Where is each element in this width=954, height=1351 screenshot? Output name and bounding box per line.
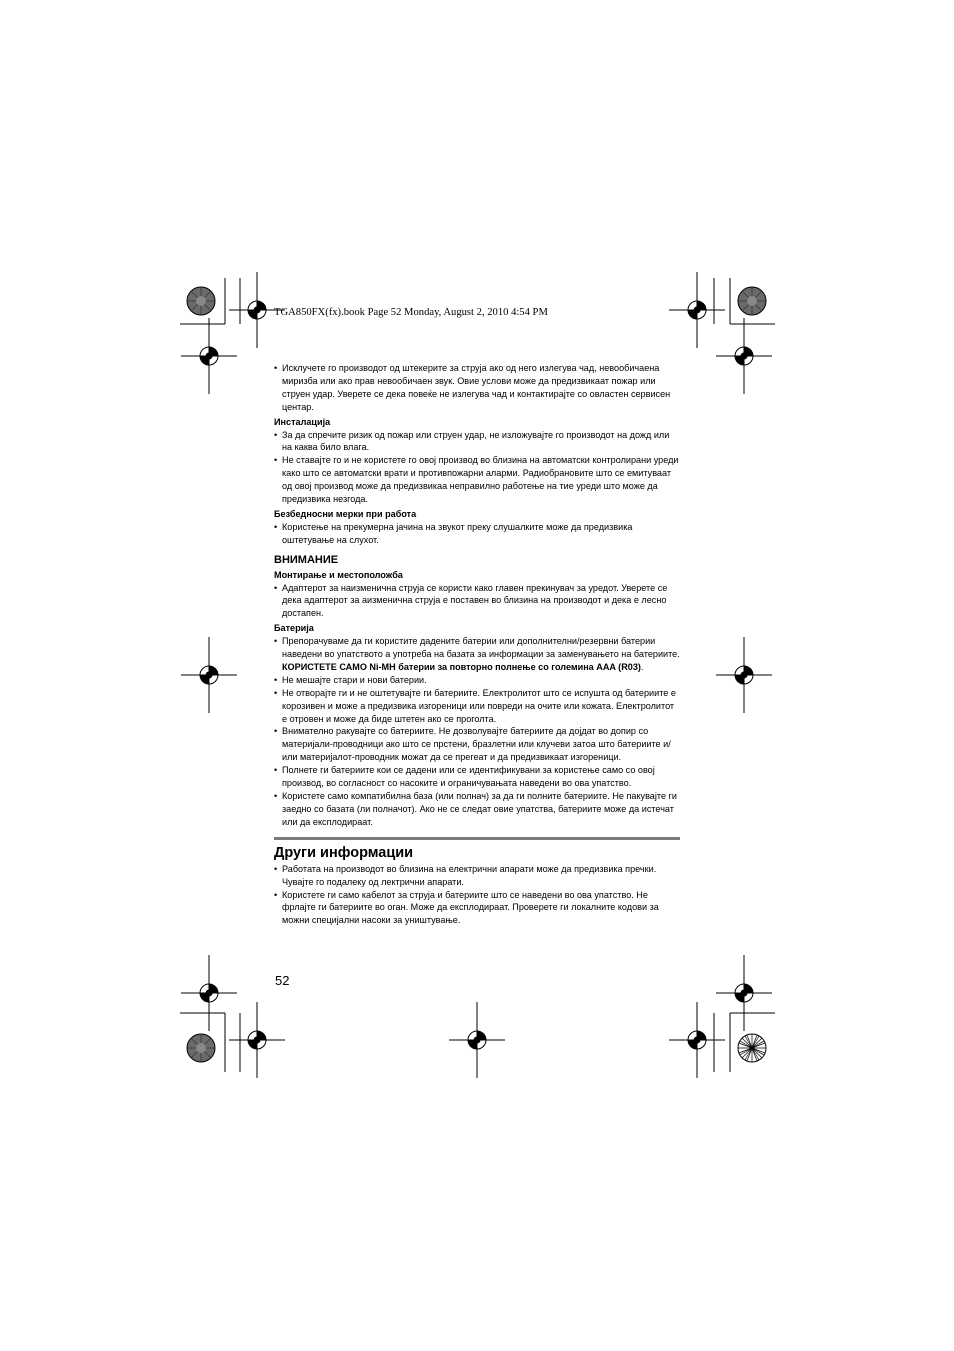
bullet-emphasis: КОРИСТЕТЕ САМО Ni-MH батерии за повторно полнење со големина AAA (R03) <box>282 661 641 672</box>
installation-heading: Инсталација <box>274 416 331 427</box>
bullet-text: Адаптерот за наизменична струја се користи како главен прекинувач за уредот. Уверете се дека адаптерот за аизменична струја е поставен во близина на производот и дека е лесно достапен. <box>282 582 668 619</box>
bullet-icon: • <box>274 521 278 532</box>
page-number: 52 <box>275 973 290 988</box>
list-item <box>274 889 680 928</box>
mounting-heading: Монтирање и местоположба <box>274 569 403 580</box>
bullet-text: Полнете ги батериите кои се дадени или се идентификувани за користење само со овој производ, во согласност со насоките и ограничувањата наведени во ова упатство. <box>282 765 655 789</box>
book-header: TGA850FX(fx).book Page 52 Monday, August 2, 2010 4:54 PM <box>274 307 548 318</box>
safety-heading: Безбедносни мерки при работа <box>274 508 417 519</box>
bullet-icon: • <box>274 889 278 900</box>
bullet-text: Користете само компатибилна база (или полнач) за да ги полните батериите. Не пакувајте ги заедно со базата (ли полначот). Ако не се следат овие упатства, батериите може да истечат или да експлодираат. <box>282 791 677 827</box>
list-item <box>274 764 680 790</box>
list-item <box>274 521 680 547</box>
bullet-text: Не мешајте стари и нови батерии. <box>282 674 427 685</box>
bullet-icon: • <box>274 765 278 776</box>
caution-heading: ВНИМАНИЕ <box>274 553 339 566</box>
list-item <box>274 863 680 889</box>
bullet-icon: • <box>274 636 278 647</box>
bullet-text: За да спречите ризик од пожар или струен удар, не изложувајте го производот на дожд или на каква било влага. <box>282 429 670 453</box>
list-item <box>274 582 680 621</box>
list-item <box>274 725 680 764</box>
bullet-icon: • <box>274 726 278 737</box>
bullet-text: Користење на прекумерна јачина на звукот преку слушалките може да предизвика оштетување на слухот. <box>282 521 633 545</box>
section-divider <box>274 837 680 840</box>
battery-heading: Батерија <box>274 623 314 634</box>
list-item <box>274 674 680 687</box>
bullet-icon: • <box>274 363 278 373</box>
list-item <box>274 790 680 829</box>
list-item <box>274 454 680 506</box>
bullet-icon: • <box>274 687 278 698</box>
bullet-icon: • <box>274 455 278 466</box>
list-item <box>274 429 680 455</box>
bullet-text: Работата на производот во близина на електрични апарати може да предизвика пречки. Чувајте го подалеку од лектрични апарати. <box>282 863 657 887</box>
bullet-icon: • <box>274 429 278 440</box>
bullet-text: Не ставајте го и не користете го овој производ во близина на автоматски контролирани уреди како што се автоматски врати и противпожарни аларми. Радиобрановите што се емитуваат од овој производ може да предизвикаа неправилно работење на тие уреди што може да предизвика незгода. <box>282 455 679 505</box>
bullet-text: Внимателно ракувајте со батериите. Не дозволувајте батериите да дојдат во допир со материјали-проводници ако што се прстени, бразлетни или клучеви затоа што батериите и/или материјалот-проводник можат да се прегеат и да предизвикаат изгореници. <box>282 726 671 763</box>
section-title: Други информации <box>274 844 414 861</box>
bullet-text-end: . <box>640 661 644 672</box>
bullet-icon: • <box>274 582 278 593</box>
list-item <box>274 635 680 674</box>
bullet-icon: • <box>274 863 278 874</box>
bullet-text: Користете ги само кабелот за струја и батериите што се наведени во ова упатство. Не фрлајте ги батериите во оган. Може да експлодираат. Проверете ги локалните кодови за можни специјални насоки за уништување. <box>282 889 659 926</box>
bullet-icon: • <box>274 791 278 801</box>
bullet-icon: • <box>274 674 278 685</box>
list-item <box>274 687 680 726</box>
page-content <box>274 362 680 927</box>
bullet-text: Препорачуваме да ги користите дадените батерии или дополнителни/резервни батерии наведени во упатството а употреба на базата за информации за заменувањето на батериите. <box>282 636 680 660</box>
bullet-text: Исклучете го производот од штекерите за струја ако од него излегува чад, невообичаена миризба или ако прав невообичаен звук. Овие услови може да предизвикаат пожар или струен удар. Уверете се дека повеќе не излегува чад и контактирајте со овластен сервисен центар. <box>282 363 671 412</box>
list-item <box>274 362 680 414</box>
bullet-text: Не отворајте ги и не оштетувајте ги батериите. Електролитот што се испушта од батериите е корозивен и може а предизвика изгореници или повреди на очите или кожата. Електролитот е отровен и може да биде штетен ако се проголта. <box>282 687 676 724</box>
